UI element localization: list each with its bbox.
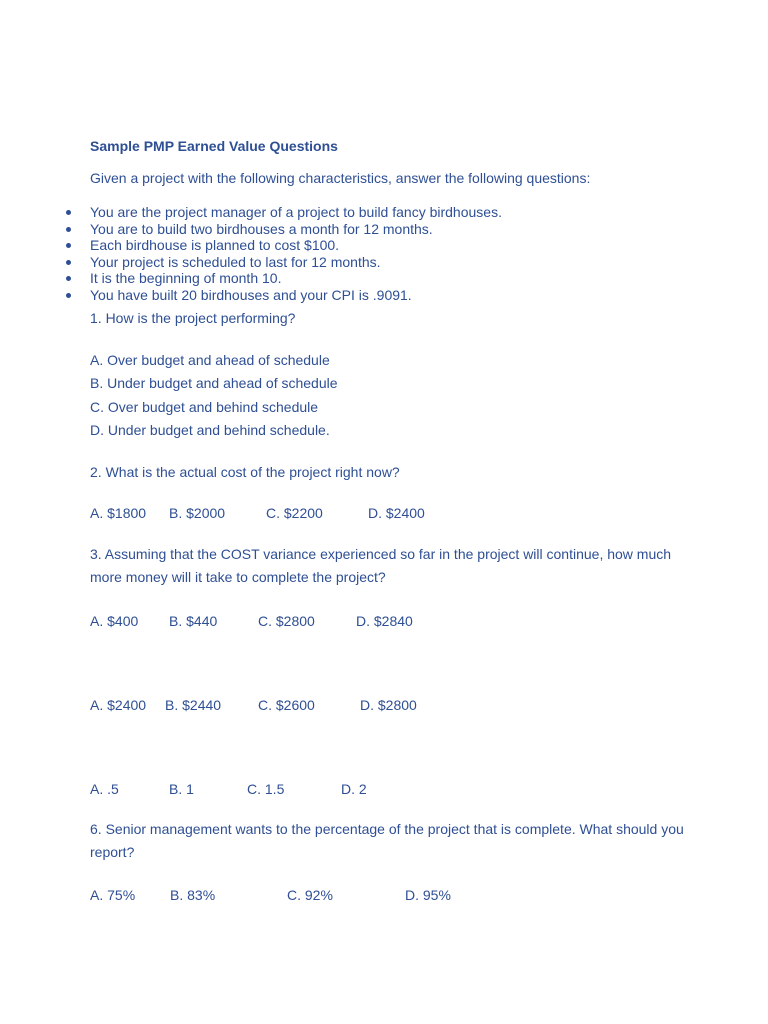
intro-text: Given a project with the following characteristics, answer the following questions:: [90, 170, 591, 186]
q6-option-c: C. 92%: [287, 887, 333, 903]
characteristics-list: [66, 204, 502, 304]
q6-option-b: B. 83%: [170, 887, 216, 903]
bullet-icon: [66, 227, 71, 232]
q1-option-d: D. Under budget and behind schedule.: [90, 422, 330, 438]
list-item: [66, 204, 502, 221]
q4-option-d: D. $2800: [360, 697, 417, 713]
bullet-icon: [66, 293, 71, 298]
q2-option-b: B. $2000: [169, 505, 226, 521]
list-item: [66, 221, 502, 238]
question-3: 3. Assuming that the COST variance experienced so far in the project will continue, how much more money will it take to complete the project?: [90, 546, 672, 585]
bullet-icon: [66, 276, 71, 281]
q5-option-d: D. 2: [341, 781, 367, 797]
q1-option-b: B. Under budget and ahead of schedule: [90, 375, 338, 391]
q4-option-a: A. $2400: [90, 697, 147, 713]
bullet-icon: [66, 210, 71, 215]
list-item-text: It is the beginning of month 10.: [90, 270, 282, 287]
document-title: Sample PMP Earned Value Questions: [90, 138, 338, 154]
q6-option-d: D. 95%: [405, 887, 451, 903]
q2-option-a: A. $1800: [90, 505, 147, 521]
q1-option-c: C. Over budget and behind schedule: [90, 399, 319, 415]
q4-option-c: C. $2600: [258, 697, 315, 713]
list-item: [66, 287, 502, 304]
q3-option-c: C. $2800: [258, 613, 315, 629]
list-item-text: You are to build two birdhouses a month for 12 months.: [90, 220, 433, 237]
q5-option-c: C. 1.5: [247, 781, 285, 797]
bullet-icon: [66, 243, 71, 248]
question-2: 2. What is the actual cost of the project right now?: [90, 464, 400, 480]
list-item: [66, 270, 502, 287]
q3-option-b: B. $440: [169, 613, 218, 629]
question-6: 6. Senior management wants to the percentage of the project that is complete. What should you report?: [90, 821, 684, 860]
q1-option-a: A. Over budget and ahead of schedule: [90, 352, 330, 368]
q2-option-d: D. $2400: [368, 505, 425, 521]
list-item-text: You are the project manager of a project to build fancy birdhouses.: [90, 204, 502, 220]
q6-option-a: A. 75%: [90, 887, 136, 903]
list-item-text: Your project is scheduled to last for 12 months.: [90, 253, 381, 270]
list-item: [66, 237, 502, 254]
q5-option-a: A. .5: [90, 781, 119, 797]
q4-option-b: B. $2440: [165, 697, 222, 713]
question-1: 1. How is the project performing?: [90, 310, 296, 326]
q3-option-a: A. $400: [90, 613, 139, 629]
list-item-text: You have built 20 birdhouses and your CPI is .9091.: [90, 286, 412, 303]
list-item-text: Each birdhouse is planned to cost $100.: [90, 237, 340, 254]
q2-option-c: C. $2200: [266, 505, 323, 521]
q3-option-d: D. $2840: [356, 613, 413, 629]
q5-option-b: B. 1: [169, 781, 194, 797]
list-item: [66, 254, 502, 271]
bullet-icon: [66, 260, 71, 265]
